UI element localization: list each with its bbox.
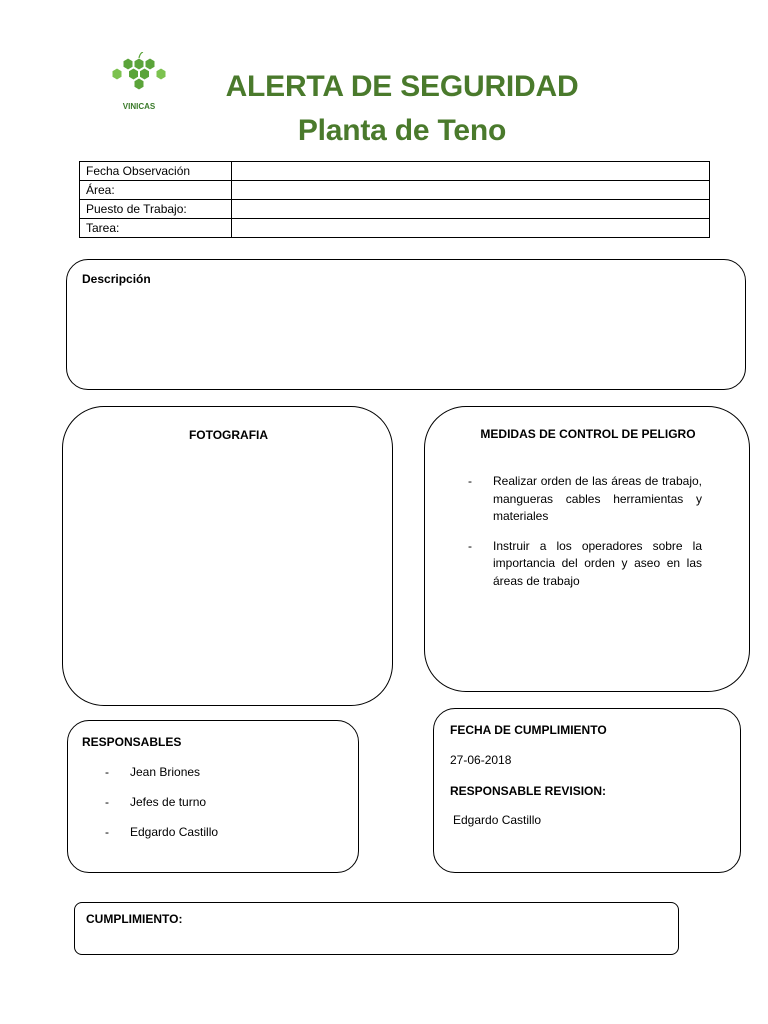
fotografia-box[interactable] (62, 406, 393, 706)
tarea-label: Tarea: (80, 219, 232, 238)
medidas-label: MEDIDAS DE CONTROL DE PELIGRO (480, 427, 696, 441)
table-row (80, 219, 710, 238)
responsable-revision-value: Edgardo Castillo (453, 813, 542, 827)
table-row (80, 200, 710, 219)
tarea-field[interactable] (232, 219, 710, 238)
list-item: - Realizar orden de las áreas de trabajo, mangueras cables herramientas y materiales (468, 474, 702, 523)
puesto-trabajo-field[interactable] (232, 200, 710, 219)
table-row (80, 162, 710, 181)
page-subtitle: Planta de Teno (297, 114, 507, 147)
responsable-revision-label: RESPONSABLE REVISION: (450, 784, 607, 798)
medida-1-text: Realizar orden de las áreas de trabajo, mangueras cables herramientas y materiales (493, 474, 702, 523)
fotografia-label: FOTOGRAFIA (188, 428, 269, 442)
page-title: ALERTA DE SEGURIDAD (225, 70, 579, 103)
fecha-observacion-field[interactable] (232, 162, 710, 181)
list-item: - Edgardo Castillo (105, 825, 219, 839)
responsables-label: RESPONSABLES (82, 735, 182, 749)
cumplimiento-box[interactable] (74, 902, 679, 955)
responsable-2: Jefes de turno (130, 795, 207, 809)
responsable-3: Edgardo Castillo (130, 825, 219, 839)
descripcion-box[interactable] (66, 259, 746, 390)
info-table (79, 161, 710, 238)
list-item: - Jefes de turno (105, 795, 207, 809)
medidas-box (424, 406, 750, 692)
area-label: Área: (80, 181, 232, 200)
descripcion-label: Descripción (82, 272, 151, 286)
logo-text: VINICAS (122, 102, 156, 111)
puesto-trabajo-label: Puesto de Trabajo: (80, 200, 232, 219)
fecha-cumplimiento-box (433, 708, 741, 873)
fecha-observacion-label: Fecha Observación (80, 162, 232, 181)
list-item: - Jean Briones (105, 765, 201, 779)
fecha-cumplimiento-value: 27-06-2018 (450, 753, 512, 767)
responsables-box (67, 720, 359, 873)
list-item: - Instruir a los operadores sobre la importancia del orden y aseo en las áreas de trabajo (468, 538, 702, 588)
cumplimiento-label: CUMPLIMIENTO: (86, 912, 183, 926)
responsables-list (105, 764, 345, 842)
fecha-cumplimiento-label: FECHA DE CUMPLIMIENTO (450, 723, 607, 737)
area-field[interactable] (232, 181, 710, 200)
medidas-list (468, 473, 702, 590)
responsable-1: Jean Briones (130, 765, 201, 779)
table-row (80, 181, 710, 200)
medida-2-text: Instruir a los operadores sobre la importancia del orden y aseo en las áreas de trabajo (493, 538, 702, 588)
